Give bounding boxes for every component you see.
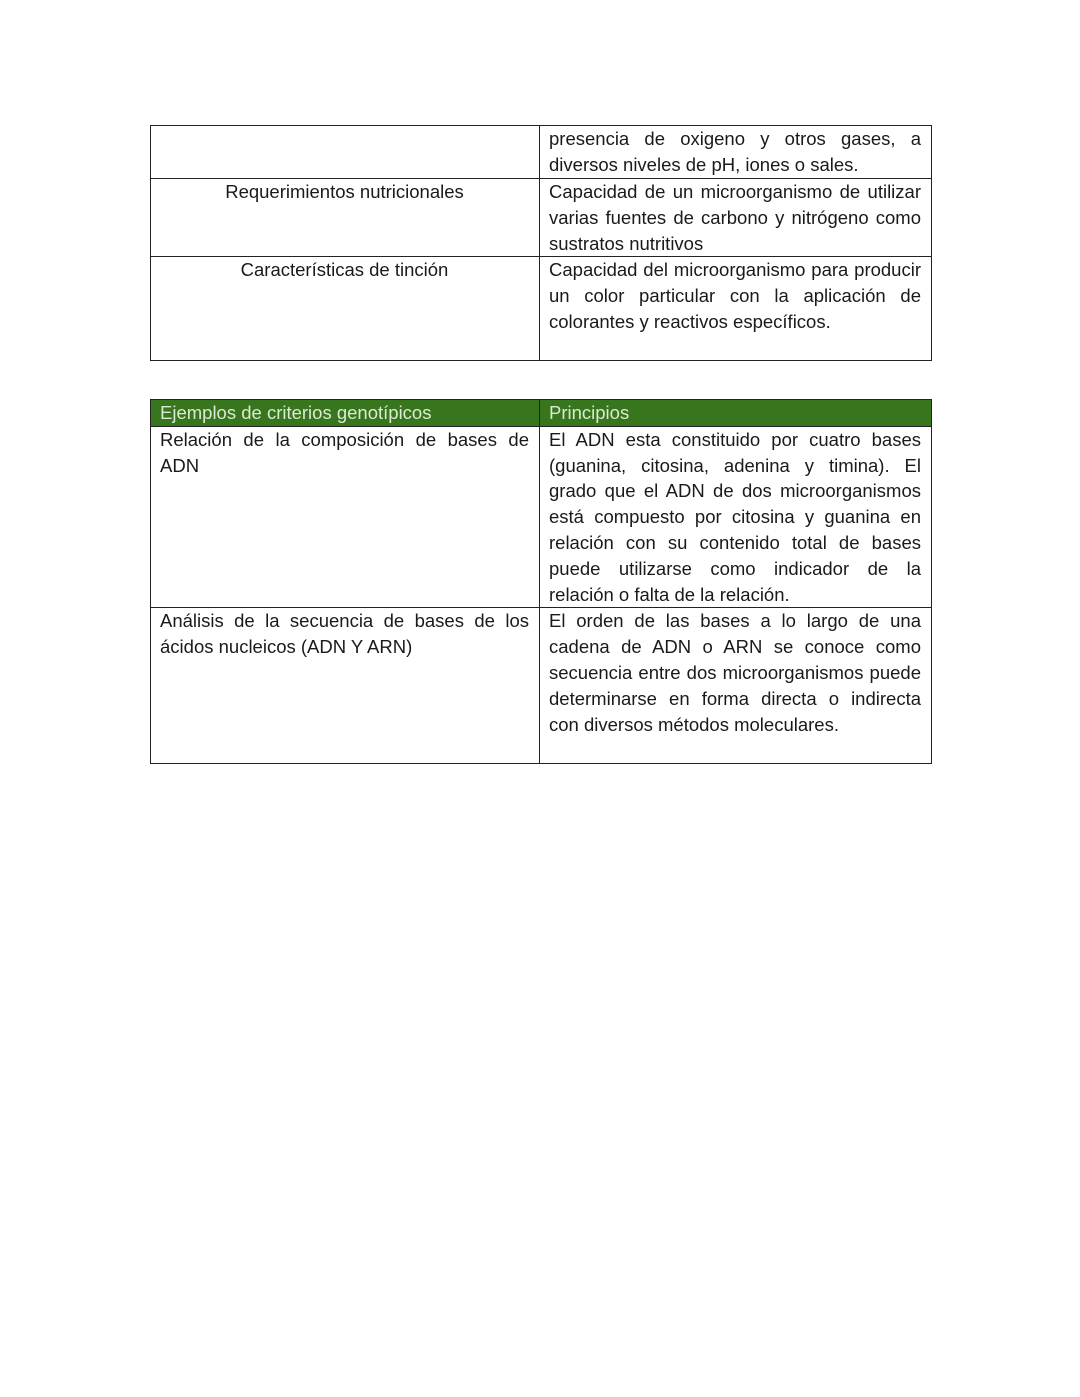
table-row xyxy=(151,257,932,361)
header-criteria: Ejemplos de criterios genotípicos xyxy=(151,400,540,427)
criterion-cell: Características de tinción xyxy=(151,257,540,361)
table-row xyxy=(151,126,932,179)
criterion-cell xyxy=(151,126,540,179)
criterion-cell: Relación de la composición de bases de ADN xyxy=(151,426,540,608)
criterion-cell: Análisis de la secuencia de bases de los ácidos nucleicos (ADN Y ARN) xyxy=(151,608,540,764)
table-row xyxy=(151,608,932,764)
description-cell: El orden de las bases a lo largo de una cadena de ADN o ARN se conoce como secuencia entre dos microorganismos puede determinarse en forma directa o indirecta con diversos métodos moleculares. xyxy=(540,608,932,764)
description-cell: presencia de oxigeno y otros gases, a diversos niveles de pH, iones o sales. xyxy=(540,126,932,179)
table-row xyxy=(151,179,932,257)
phenotypic-criteria-table xyxy=(150,125,932,361)
table-header-row xyxy=(151,400,932,427)
description-cell: Capacidad de un microorganismo de utilizar varias fuentes de carbono y nitrógeno como sustratos nutritivos xyxy=(540,179,932,257)
description-cell: Capacidad del microorganismo para producir un color particular con la aplicación de colorantes y reactivos específicos. xyxy=(540,257,932,361)
header-principles: Principios xyxy=(540,400,932,427)
description-cell: El ADN esta constituido por cuatro bases (guanina, citosina, adenina y timina). El grado que el ADN de dos microorganismos está compuesto por citosina y guanina en relación con su contenido total de bases puede utilizarse como indicador de la relación o falta de la relación. xyxy=(540,426,932,608)
table-row xyxy=(151,426,932,608)
genotypic-criteria-table xyxy=(150,399,932,764)
criterion-cell: Requerimientos nutricionales xyxy=(151,179,540,257)
